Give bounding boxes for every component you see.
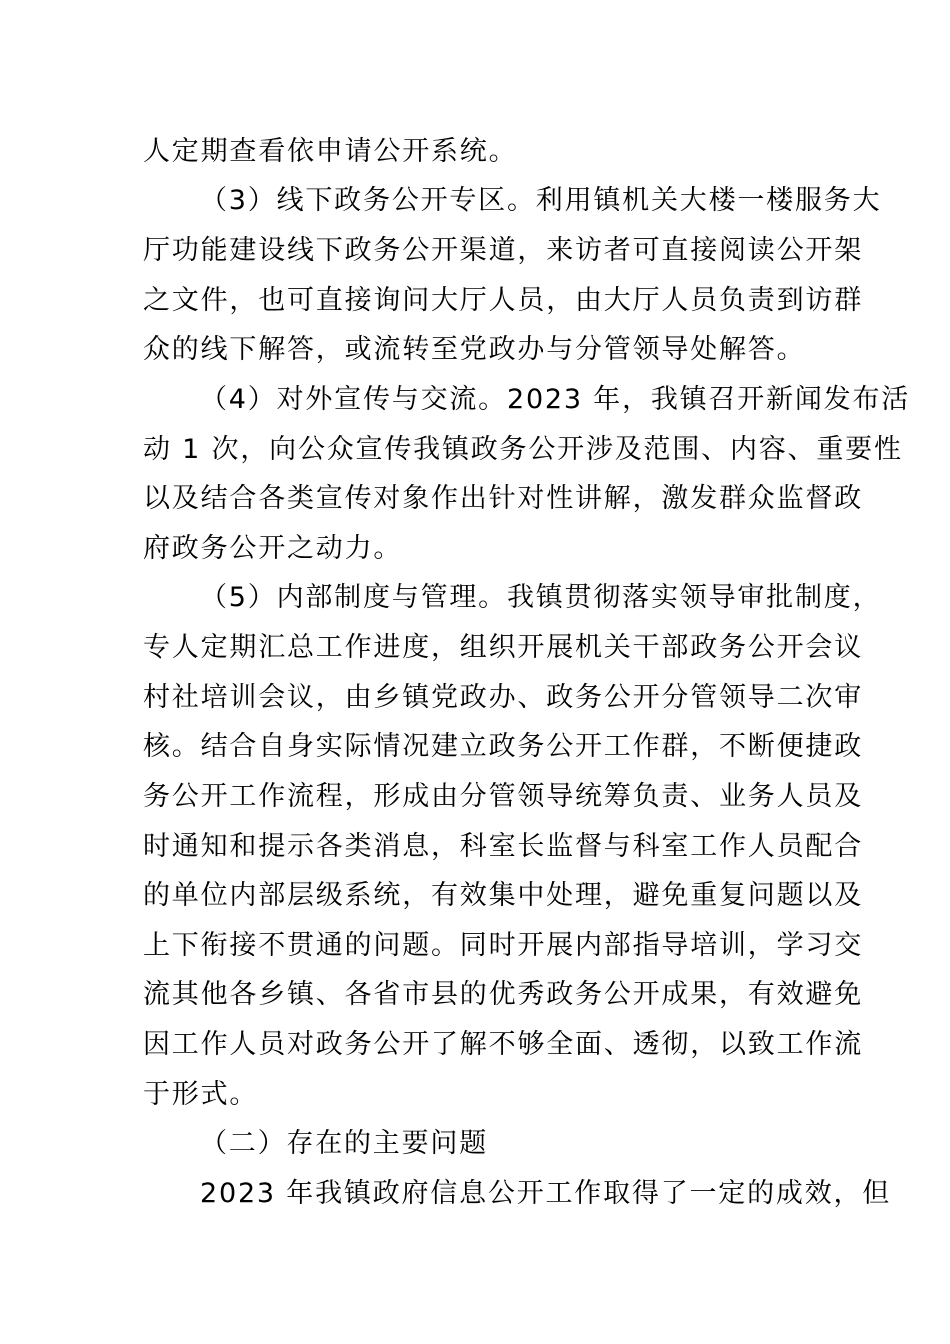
paragraph-4-heading-line: （4）对外宣传与交流。2023 年，我镇召开新闻发布活 [200,384,911,415]
text-line: 的单位内部层级系统，有效集中处理，避免重复问题以及 [143,880,863,911]
text-line: 之文件，也可直接询问大厅人员，由大厅人员负责到访群 [143,285,863,316]
text-line: 动 1 次，向公众宣传我镇政务公开涉及范围、内容、重要性 [143,434,903,465]
text-line: 村社培训会议，由乡镇党政办、政务公开分管领导二次审 [143,682,863,713]
text-line: 流其他各乡镇、各省市县的优秀政务公开成果，有效避免 [143,979,863,1010]
text-line: 务公开工作流程，形成由分管领导统筹负责、业务人员及 [143,781,863,812]
text-line: 众的线下解答，或流转至党政办与分管领导处解答。 [143,334,806,365]
text-line: 因工作人员对政务公开了解不够全面、透彻，以致工作流 [143,1029,863,1060]
section-heading-main-problems: （二）存在的主要问题 [200,1128,488,1159]
text-line: 专人定期汇总工作进度，组织开展机关干部政务公开会议 [143,632,863,663]
paragraph-5-heading-line: （5）内部制度与管理。我镇贯彻落实领导审批制度， [200,582,882,613]
text-line: 时通知和提示各类消息，科室长监督与科室工作人员配合 [143,831,863,862]
text-line: 厅功能建设线下政务公开渠道，来访者可直接阅读公开架 [143,235,863,266]
text-line: 上下衔接不贯通的问题。同时开展内部指导培训，学习交 [143,930,863,961]
text-line: 核。结合自身实际情况建立政务公开工作群，不断便捷政 [143,731,863,762]
text-line: 府政务公开之动力。 [143,533,403,564]
text-line: 以及结合各类宣传对象作出针对性讲解，激发群众监督政 [143,483,863,514]
text-line: 2023 年我镇政府信息公开工作取得了一定的成效，但 [200,1178,892,1209]
paragraph-3-heading-line: （3）线下政务公开专区。利用镇机关大楼一楼服务大 [200,185,882,216]
text-line: 于形式。 [143,1079,259,1110]
text-line: 人定期查看依申请公开系统。 [143,136,518,167]
